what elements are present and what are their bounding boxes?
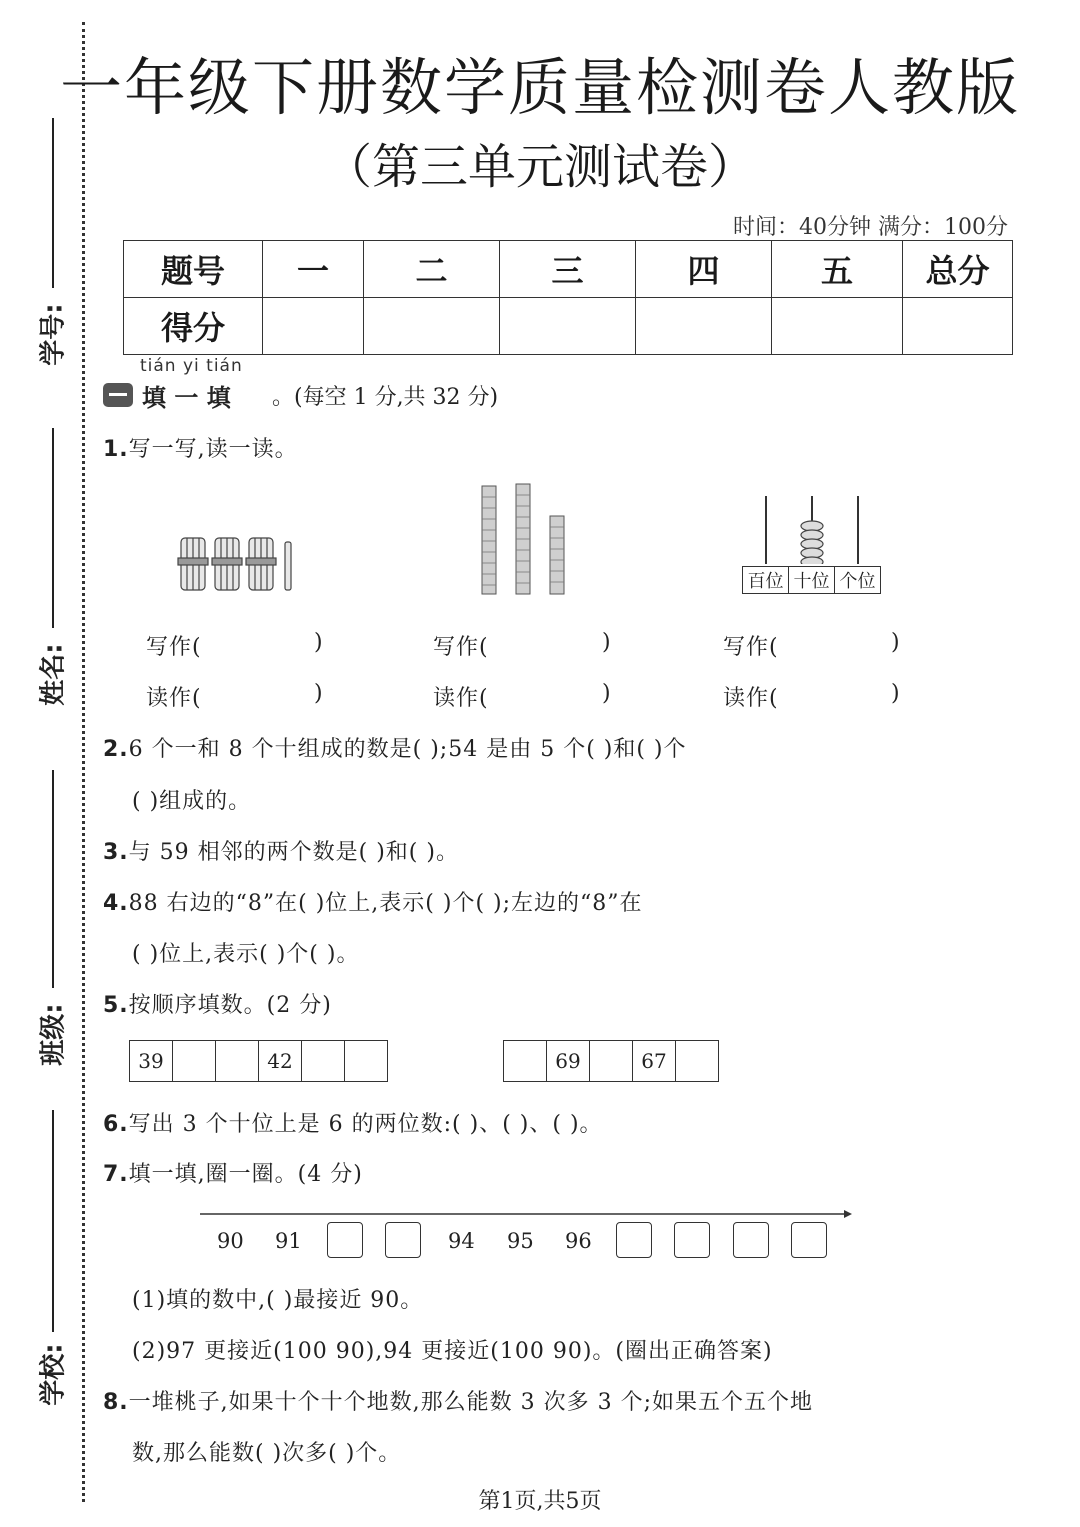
- sequence-boxes-2: [503, 1040, 719, 1082]
- abacus-place-labels: [742, 566, 881, 594]
- score-table: [123, 240, 1013, 355]
- page-subtitle: （第三单元测试卷）: [323, 139, 756, 195]
- sequence-cell-blank[interactable]: [302, 1041, 345, 1081]
- number-line-blank[interactable]: [327, 1222, 363, 1258]
- number-line-value: 96: [565, 1229, 592, 1253]
- page-footer: 第1页,共5页: [478, 1489, 602, 1514]
- sequence-cell: 42: [259, 1041, 302, 1081]
- section-title: 填 一 填: [142, 384, 231, 412]
- name-label: 姓名:: [38, 643, 69, 706]
- school-line: [52, 1110, 54, 1332]
- score-header-cell: 题号: [124, 241, 263, 298]
- bracket-close: ): [314, 630, 324, 655]
- section-note: 。(每空 1 分,共 32 分): [272, 385, 499, 410]
- sequence-cell-blank[interactable]: [504, 1041, 547, 1081]
- question-2-line-2: ( )组成的。: [132, 789, 252, 814]
- school-label: 学校:: [38, 1343, 69, 1406]
- place-label-ones: 个位: [839, 571, 876, 592]
- section-pinyin: tián yi tián: [140, 356, 243, 376]
- score-cell[interactable]: [636, 298, 772, 355]
- page-title: 一年级下册数学质量检测卷人教版: [59, 51, 1020, 124]
- bracket-close: ): [602, 630, 612, 655]
- bracket-close: ): [891, 630, 901, 655]
- write-blank-3[interactable]: 写作(: [723, 635, 779, 660]
- question-7: 7.填一填,圈一圈。(4 分): [103, 1162, 363, 1187]
- place-label-hundreds: 百位: [743, 567, 789, 593]
- sequence-cell: 39: [130, 1041, 173, 1081]
- binding-dotted-line: [82, 22, 85, 1502]
- abacus-icon: [740, 494, 885, 564]
- question-4-line-1: 4.88 右边的“8”在( )位上,表示( )个( );左边的“8”在: [103, 891, 643, 916]
- score-header-cell: 三: [500, 241, 636, 298]
- score-header-cell: 总分: [903, 241, 1013, 298]
- class-line: [52, 770, 54, 988]
- score-cell[interactable]: [263, 298, 364, 355]
- score-header-cell: 二: [364, 241, 500, 298]
- number-line-value: 91: [275, 1229, 302, 1253]
- score-header-cell: 一: [263, 241, 364, 298]
- number-line-blank[interactable]: [791, 1222, 827, 1258]
- number-line-blank[interactable]: [674, 1222, 710, 1258]
- number-line-value: 95: [507, 1229, 534, 1253]
- section-one-badge-icon: [103, 383, 133, 407]
- ten-rods-icon: [478, 482, 570, 597]
- question-3: 3.与 59 相邻的两个数是( )和( )。: [103, 840, 459, 865]
- number-line-value: 90: [217, 1229, 244, 1253]
- score-cell[interactable]: [772, 298, 903, 355]
- sequence-cell-blank[interactable]: [173, 1041, 216, 1081]
- sequence-cell-blank[interactable]: [676, 1041, 718, 1081]
- question-5: 5.按顺序填数。(2 分): [103, 993, 332, 1018]
- number-line-blank[interactable]: [385, 1222, 421, 1258]
- read-blank-1[interactable]: 读作(: [146, 686, 202, 711]
- stick-bundles-icon: [175, 530, 300, 595]
- question-7-sub-1: (1)填的数中,( )最接近 90。: [132, 1288, 424, 1313]
- score-cell[interactable]: [364, 298, 500, 355]
- write-blank-1[interactable]: 写作(: [146, 635, 202, 660]
- sequence-cell-blank[interactable]: [590, 1041, 633, 1081]
- sequence-cell: 69: [547, 1041, 590, 1081]
- question-6: 6.写出 3 个十位上是 6 的两位数:( )、( )、( )。: [103, 1112, 603, 1137]
- question-7-sub-2: (2)97 更接近(100 90),94 更接近(100 90)。(圈出正确答案): [132, 1339, 773, 1364]
- read-blank-3[interactable]: 读作(: [723, 686, 779, 711]
- time-info: 时间：40分钟 满分：100分: [733, 215, 1008, 240]
- student-id-label: 学号:: [38, 303, 69, 366]
- number-line-blank[interactable]: [733, 1222, 769, 1258]
- read-blank-2[interactable]: 读作(: [433, 686, 489, 711]
- sequence-cell-blank[interactable]: [345, 1041, 387, 1081]
- score-cell[interactable]: [500, 298, 636, 355]
- score-header-cell: 四: [636, 241, 772, 298]
- score-header-cell: 五: [772, 241, 903, 298]
- question-2-line-1: 2.6 个一和 8 个十组成的数是( );54 是由 5 个( )和( )个: [103, 737, 687, 762]
- bracket-close: ): [891, 681, 901, 706]
- bracket-close: ): [602, 681, 612, 706]
- sequence-boxes-1: [129, 1040, 388, 1082]
- number-line-blank[interactable]: [616, 1222, 652, 1258]
- number-line-value: 94: [448, 1229, 475, 1253]
- sequence-cell-blank[interactable]: [216, 1041, 259, 1081]
- name-line: [52, 428, 54, 628]
- question-1: 1.写一写,读一读。: [103, 437, 298, 462]
- place-label-tens: 十位: [789, 567, 835, 593]
- question-8-line-1: 8.一堆桃子,如果十个十个地数,那么能数 3 次多 3 个;如果五个五个地: [103, 1390, 814, 1415]
- bracket-close: ): [314, 681, 324, 706]
- question-8-line-2: 数,那么能数( )次多( )个。: [132, 1441, 402, 1466]
- score-cell[interactable]: [903, 298, 1013, 355]
- write-blank-2[interactable]: 写作(: [433, 635, 489, 660]
- sequence-cell: 67: [633, 1041, 676, 1081]
- class-label: 班级:: [38, 1003, 69, 1066]
- score-row-label: 得分: [124, 298, 263, 355]
- question-4-line-2: ( )位上,表示( )个( )。: [132, 942, 360, 967]
